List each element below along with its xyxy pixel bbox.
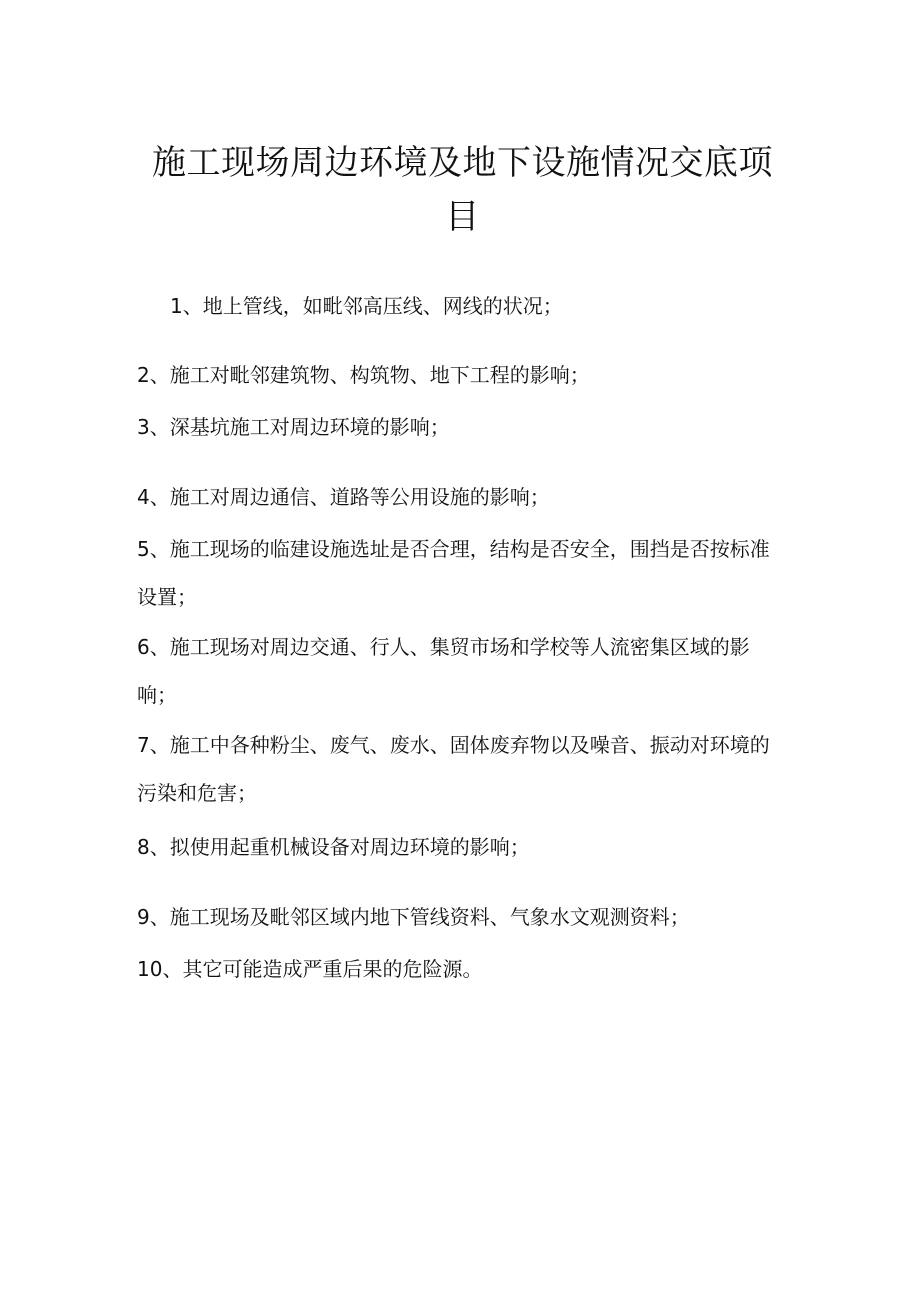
list-item-6: 6、施工现场对周边交通、行人、集贸市场和学校等人流密集区域的影响； (137, 635, 750, 707)
list-item-10: 10、其它可能造成严重后果的危险源。 (137, 957, 483, 981)
document-title: 施工现场周边环境及地下设施情况交底项目 (152, 143, 773, 237)
list-item-2: 2、施工对毗邻建筑物、构筑物、地下工程的影响； (137, 363, 590, 387)
list-item-3: 3、深基坑施工对周边环境的影响； (137, 415, 450, 439)
list-item-7: 7、施工中各种粉尘、废气、废水、固体废弃物以及噪音、振动对环境的污染和危害； (137, 733, 770, 805)
list-item-9: 9、施工现场及毗邻区域内地下管线资料、气象水文观测资料； (137, 905, 690, 929)
list-item-5: 5、施工现场的临建设施选址是否合理，结构是否安全，围挡是否按标准设置； (137, 537, 770, 609)
list-item-4: 4、施工对周边通信、道路等公用设施的影响； (137, 485, 550, 509)
list-item-1: 1、地上管线，如毗邻高压线、网线的状况； (170, 294, 563, 318)
list-item-8: 8、拟使用起重机械设备对周边环境的影响； (137, 835, 530, 859)
